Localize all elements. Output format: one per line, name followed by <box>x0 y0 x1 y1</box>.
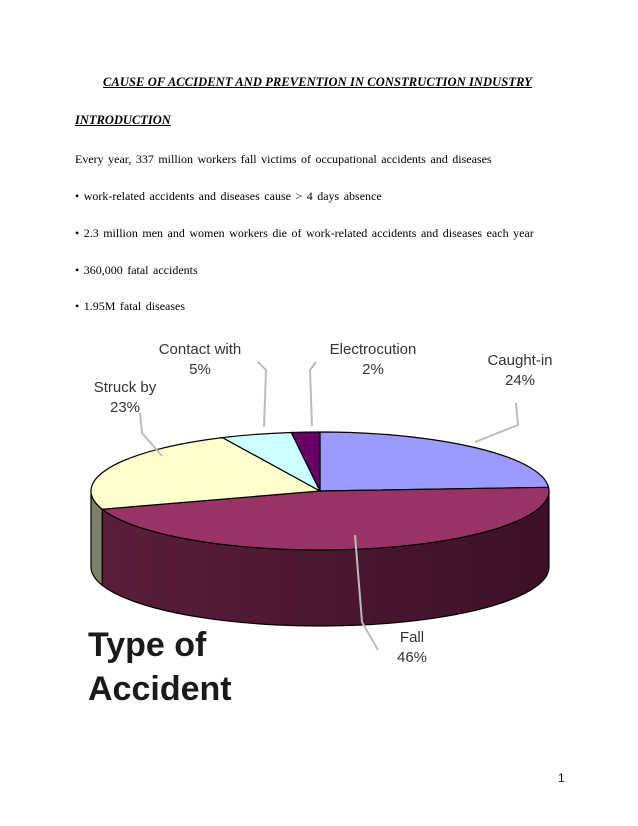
leader-line-4 <box>310 362 316 426</box>
accident-type-pie-chart <box>80 330 560 720</box>
chart-title-line-1: Type of <box>88 626 207 664</box>
paragraph-2: • work-related accidents and diseases cause > 4 days absence <box>75 189 382 203</box>
slice-label-0: Caught-in <box>487 352 553 369</box>
slice-value-label-0: 24% <box>504 372 536 389</box>
paragraph-4: • 360,000 fatal accidents <box>75 263 198 277</box>
slice-label-4: Electrocution <box>329 341 417 358</box>
pie-slice-caught-in <box>320 432 549 491</box>
slice-label-2: Struck by <box>93 379 157 396</box>
page-number: 1 <box>558 771 565 785</box>
leader-line-0 <box>475 403 518 442</box>
paragraph-3: • 2.3 million men and women workers die of work-related accidents and diseases each year <box>75 226 534 240</box>
section-heading: INTRODUCTION <box>75 113 171 127</box>
leader-line-3 <box>258 362 266 427</box>
slice-value-label-1: 46% <box>396 649 428 666</box>
slice-value-label-4: 2% <box>362 361 384 378</box>
pie-top-slices <box>91 432 549 550</box>
slice-value-label-2: 23% <box>109 399 141 416</box>
chart-title <box>88 626 232 708</box>
paragraph-1: Every year, 337 million workers fall victims of occupational accidents and diseases <box>75 152 492 166</box>
chart-title-line-2: Accident <box>88 670 232 708</box>
slice-label-3: Contact with <box>158 341 242 358</box>
paragraph-5: • 1.95M fatal diseases <box>75 299 186 313</box>
document-title: CAUSE OF ACCIDENT AND PREVENTION IN CONSTRUCTION INDUSTRY <box>103 75 533 89</box>
slice-label-1: Fall <box>399 629 425 646</box>
slice-value-label-3: 5% <box>189 361 211 378</box>
